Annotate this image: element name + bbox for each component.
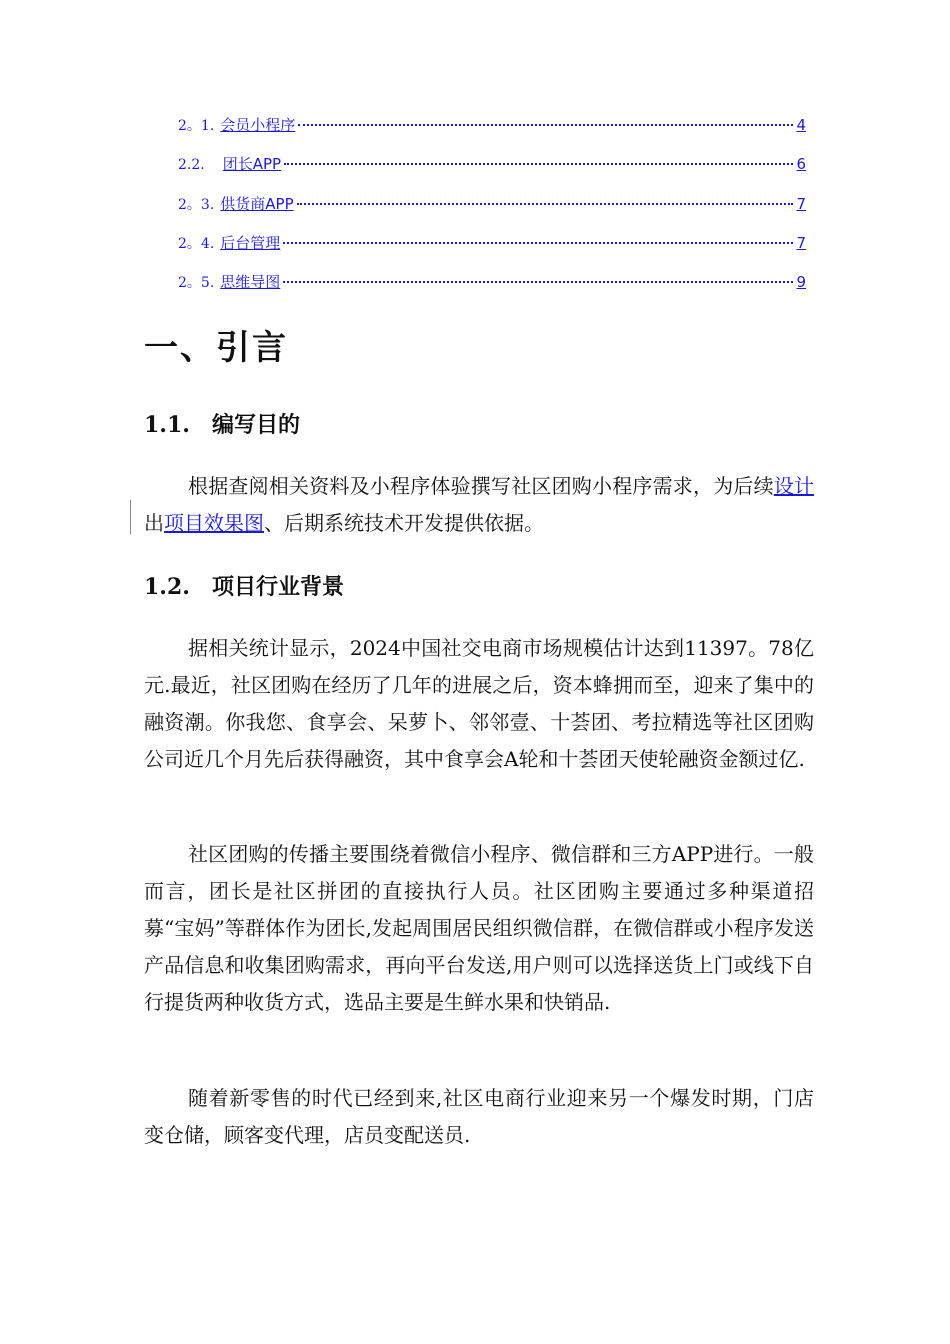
toc-entry-number: 2。1. — [178, 118, 215, 134]
section-heading-purpose — [144, 408, 300, 439]
toc-entry-number: 2。3. — [178, 196, 215, 213]
section-number: 1.2. — [144, 574, 190, 600]
toc-entry-member-miniprogram[interactable] — [178, 114, 806, 153]
toc-dot-leader — [284, 163, 793, 165]
toc-dot-leader — [283, 281, 793, 283]
toc-page-number: 9 — [796, 273, 806, 292]
paragraph-text: 根据查阅相关资料及小程序体验撰写社区团购小程序需求，为后续 — [188, 474, 774, 498]
industry-paragraph-3: 随着新零售的时代已经到来,社区电商行业迎来另一个爆发时期，门店变仓储，顾客变代理，店员变配送员. — [144, 1086, 814, 1147]
toc-page-number: 7 — [796, 194, 806, 213]
toc-entry-backend-admin[interactable] — [178, 232, 806, 271]
toc-entry-title: 供货商APP — [220, 194, 294, 213]
paragraph-text: 出 — [144, 511, 164, 535]
toc-dot-leader — [297, 203, 794, 205]
industry-paragraph-2: 社区团购的传播主要围绕着微信小程序、微信群和三方APP进行。一般而言，团长是社区拼团的直接执行人员。社区团购主要通过多种渠道招募“宝妈”等群体作为团长,发起周围居民组织微信群，在微信群或小程序发送产品信息和收集团购需求，再向平台发送,用户则可以选择送货上门或线下自行提货两种收货方式，选品主要是生鲜水果和快销品. — [144, 842, 814, 1014]
toc-page-number: 7 — [796, 233, 806, 252]
toc-entry-leader-app[interactable] — [178, 153, 806, 192]
toc-entry-title: 后台管理 — [220, 233, 281, 252]
toc-entry-title: 团长APP — [222, 155, 282, 174]
toc-dot-leader — [283, 242, 793, 244]
design-link[interactable]: 设计 — [773, 474, 815, 498]
toc-entry-title: 思维导图 — [220, 273, 281, 292]
toc-entry-number: 2.2. — [178, 157, 205, 174]
table-of-contents — [178, 114, 806, 310]
toc-page-number: 4 — [796, 116, 806, 134]
toc-entry-mind-map[interactable] — [178, 271, 806, 310]
toc-entry-number: 2。4. — [178, 235, 215, 252]
project-mockup-link[interactable]: 项目效果图 — [164, 511, 264, 535]
section-title: 项目行业背景 — [212, 575, 345, 600]
purpose-paragraph — [144, 468, 814, 542]
chapter-title: 一、引言 — [144, 328, 288, 368]
industry-paragraph-1: 据相关统计显示，2024中国社交电商市场规模估计达到11397。78亿元.最近，社区团购在经历了几年的进展之后，资本蜂拥而至，迎来了集中的融资潮。你我您、食享会、呆萝卜、邻邻壹、十荟团、考拉精选等社区团购公司近几个月先后获得融资，其中食享会A轮和十荟团天使轮融资金额过亿. — [144, 636, 814, 771]
toc-entry-supplier-app[interactable] — [178, 193, 806, 232]
toc-dot-leader — [298, 124, 793, 126]
toc-entry-title: 会员小程序 — [220, 116, 296, 134]
paragraph-text: 、后期系统技术开发提供依据。 — [264, 511, 544, 535]
section-number: 1.1. — [144, 412, 190, 438]
section-heading-industry-background — [144, 570, 344, 601]
toc-entry-number: 2。5. — [178, 275, 215, 292]
margin-change-bar — [130, 500, 131, 534]
toc-page-number: 6 — [796, 155, 806, 174]
section-title: 编写目的 — [212, 413, 301, 438]
